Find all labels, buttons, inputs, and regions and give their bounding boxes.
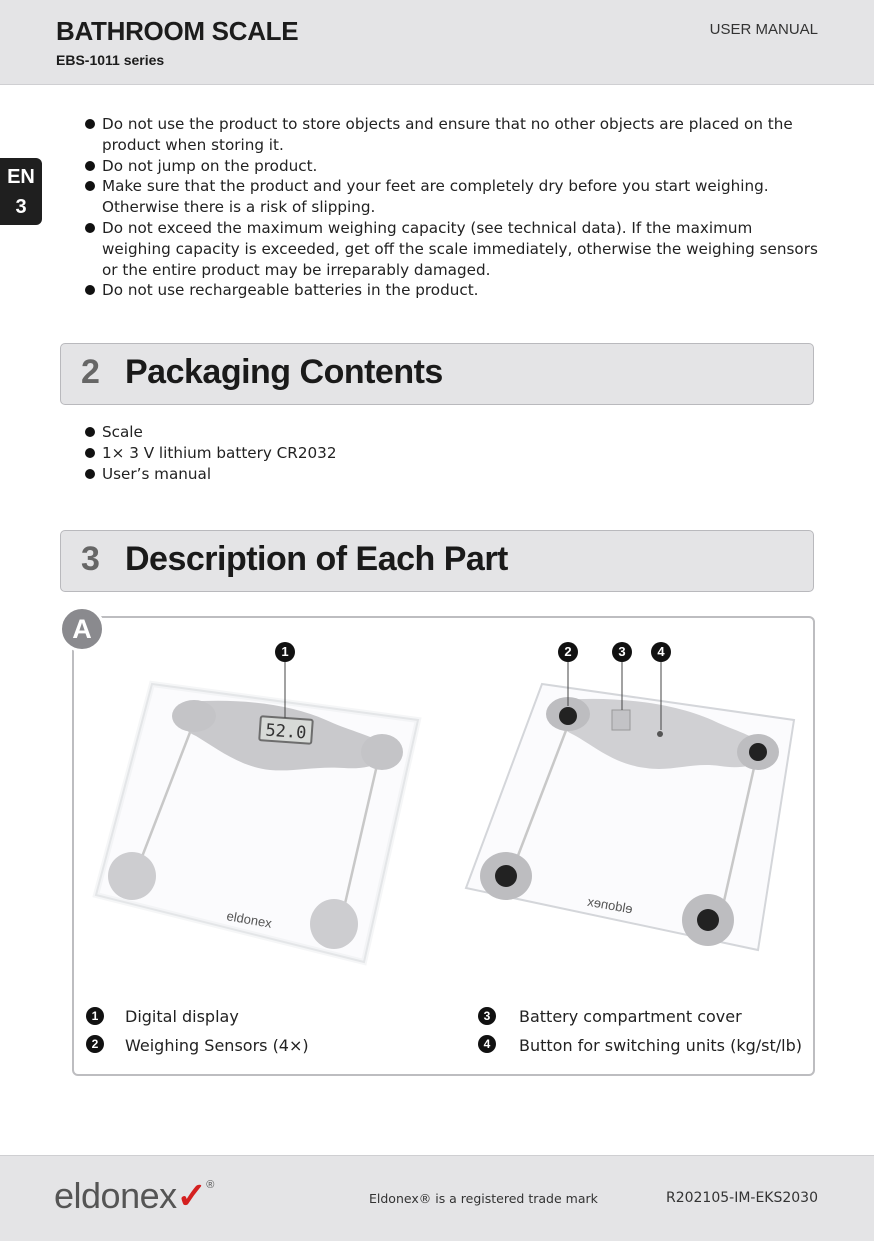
list-item: Do not use rechargeable batteries in the product.	[84, 280, 824, 301]
legend-label: Digital display	[125, 1007, 239, 1026]
list-item: Do not exceed the maximum weighing capacity (see technical data). If the maximum weighing capacity is exceeded, get off the scale immediately, otherwise the weighing sensors or the entire product may be irreparably damaged.	[84, 218, 824, 280]
figure-badge: A	[59, 606, 105, 652]
document-reference: R202105-IM-EKS2030	[665, 1190, 818, 1206]
document-subtitle: EBS-1011 series	[56, 52, 165, 68]
callout-3: 3	[612, 642, 632, 662]
scale-logo: eldonex	[225, 908, 273, 931]
legend-label: Battery compartment cover	[519, 1007, 742, 1026]
brand-name: eldonex	[54, 1175, 177, 1216]
section-number: 2	[81, 353, 100, 391]
legend-number: 1	[86, 1007, 104, 1025]
page-footer	[0, 1155, 874, 1241]
section-heading-packaging	[60, 343, 814, 405]
list-item: User’s manual	[84, 464, 824, 485]
scale-logo-mirrored: eldonex	[586, 893, 634, 917]
callout-2: 2	[558, 642, 578, 662]
document-type-label: USER MANUAL	[709, 21, 818, 38]
scale-bottom-view-illustration	[462, 640, 802, 980]
weighing-sensor-pad	[361, 734, 403, 770]
packaging-list	[84, 422, 824, 484]
callout-1: 1	[275, 642, 295, 662]
scale-top-view-illustration	[90, 640, 430, 980]
weighing-sensor-pad	[310, 899, 358, 949]
list-item: 1× 3 V lithium battery CR2032	[84, 443, 824, 464]
weighing-sensor-pad	[108, 852, 156, 900]
section-title: Description of Each Part	[125, 540, 508, 578]
trademark-notice: Eldonex® is a registered trade mark	[369, 1191, 598, 1206]
legend-number: 2	[86, 1035, 104, 1053]
legend-number: 4	[478, 1035, 496, 1053]
document-title: BATHROOM SCALE	[56, 16, 299, 46]
page-header	[0, 0, 874, 85]
list-item: Do not jump on the product.	[84, 156, 824, 177]
unit-switch-button	[657, 731, 663, 737]
language-code: EN	[7, 166, 35, 188]
registered-mark: ®	[206, 1179, 214, 1191]
list-item: Scale	[84, 422, 824, 443]
page-number: 3	[15, 196, 27, 218]
battery-compartment-cover	[612, 710, 630, 730]
legend-label: Button for switching units (kg/st/lb)	[519, 1036, 802, 1055]
list-item: Make sure that the product and your feet are completely dry before you start weighing. Otherwise there is a risk of slipping.	[84, 176, 824, 218]
section-number: 3	[81, 540, 100, 578]
brand-logo	[54, 1175, 214, 1217]
brand-check-mark: ✓	[176, 1175, 207, 1216]
language-page-tab	[0, 158, 42, 225]
section-heading-parts	[60, 530, 814, 592]
legend-number: 3	[478, 1007, 496, 1025]
section-title: Packaging Contents	[125, 353, 443, 391]
weighing-sensor-pad	[172, 700, 216, 732]
legend-label: Weighing Sensors (4×)	[125, 1036, 309, 1055]
safety-list	[84, 114, 824, 301]
list-item: Do not use the product to store objects and ensure that no other objects are placed on the product when storing it.	[84, 114, 824, 156]
display-reading: 52.0	[264, 720, 307, 744]
callout-4: 4	[651, 642, 671, 662]
